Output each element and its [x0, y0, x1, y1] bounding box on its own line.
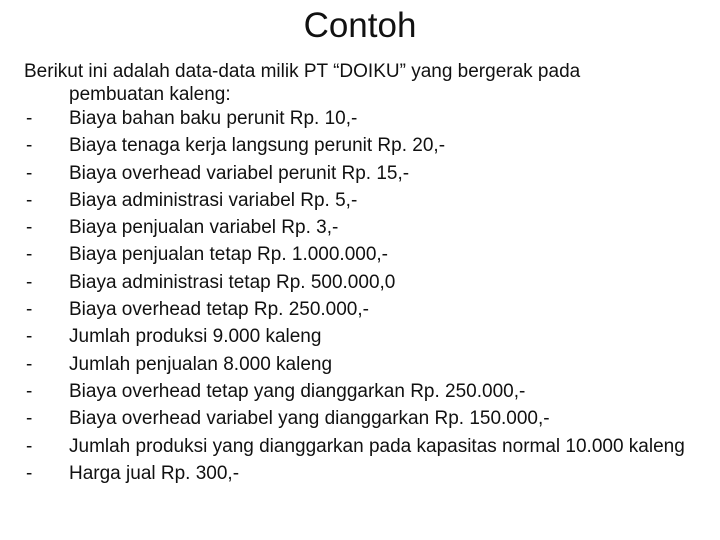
list-item: [24, 216, 708, 239]
list-item-text: Biaya administrasi tetap Rp. 500.000,0: [69, 271, 396, 293]
list-item: [24, 407, 708, 430]
bullet-dash: -: [26, 380, 33, 402]
list-item: [24, 271, 708, 294]
bullet-dash: -: [26, 244, 33, 266]
intro-text: [24, 60, 704, 106]
list-item-text: Harga jual Rp. 300,-: [69, 462, 240, 484]
list-item: [24, 325, 708, 348]
bullet-dash: -: [26, 135, 33, 157]
list-item-text: Biaya overhead tetap Rp. 250.000,-: [69, 299, 369, 321]
list-item-text: Biaya tenaga kerja langsung perunit Rp. 20,-: [69, 135, 446, 157]
bullet-dash: -: [26, 462, 33, 484]
list-item-text: Jumlah produksi 9.000 kaleng: [69, 326, 322, 348]
bullet-dash: -: [26, 108, 33, 129]
bullet-dash: -: [26, 271, 33, 293]
list-item: [24, 189, 708, 212]
list-item: [24, 462, 708, 485]
bullet-dash: -: [26, 162, 33, 184]
list-item-text: Biaya penjualan tetap Rp. 1.000.000,-: [69, 244, 389, 266]
list-item-text: Biaya administrasi variabel Rp. 5,-: [69, 189, 358, 211]
intro-line-1: Berikut ini adalah data-data milik PT “DOIKU” yang bergerak pada: [24, 61, 581, 82]
slide-title: Contoh: [303, 6, 417, 45]
intro-line-2: pembuatan kaleng:: [69, 84, 231, 105]
bullet-dash: -: [26, 353, 33, 375]
bullet-dash: -: [26, 435, 33, 457]
list-item: [24, 435, 708, 458]
bullet-dash: -: [26, 217, 33, 239]
list-item-text: Biaya overhead variabel perunit Rp. 15,-: [69, 162, 410, 184]
list-item-text: Biaya overhead tetap yang dianggarkan Rp. 250.000,-: [69, 380, 526, 402]
list-item-text: Biaya penjualan variabel Rp. 3,-: [69, 217, 339, 239]
bullet-dash: -: [26, 408, 33, 430]
bullet-dash: -: [26, 299, 33, 321]
list-item-text: Biaya bahan baku perunit Rp. 10,-: [69, 108, 358, 129]
list-item-text: Jumlah produksi yang dianggarkan pada kapasitas normal 10.000 kaleng: [69, 435, 685, 457]
list-item: [24, 134, 708, 157]
data-list: [24, 107, 708, 489]
bullet-dash: -: [26, 326, 33, 348]
list-item: [24, 107, 708, 130]
list-item-text: Biaya overhead variabel yang dianggarkan Rp. 150.000,-: [69, 408, 550, 430]
bullet-dash: -: [26, 189, 33, 211]
list-item: [24, 353, 708, 376]
list-item: [24, 243, 708, 266]
list-item-text: Jumlah penjualan 8.000 kaleng: [69, 353, 333, 375]
list-item: [24, 298, 708, 321]
list-item: [24, 380, 708, 403]
list-item: [24, 162, 708, 185]
